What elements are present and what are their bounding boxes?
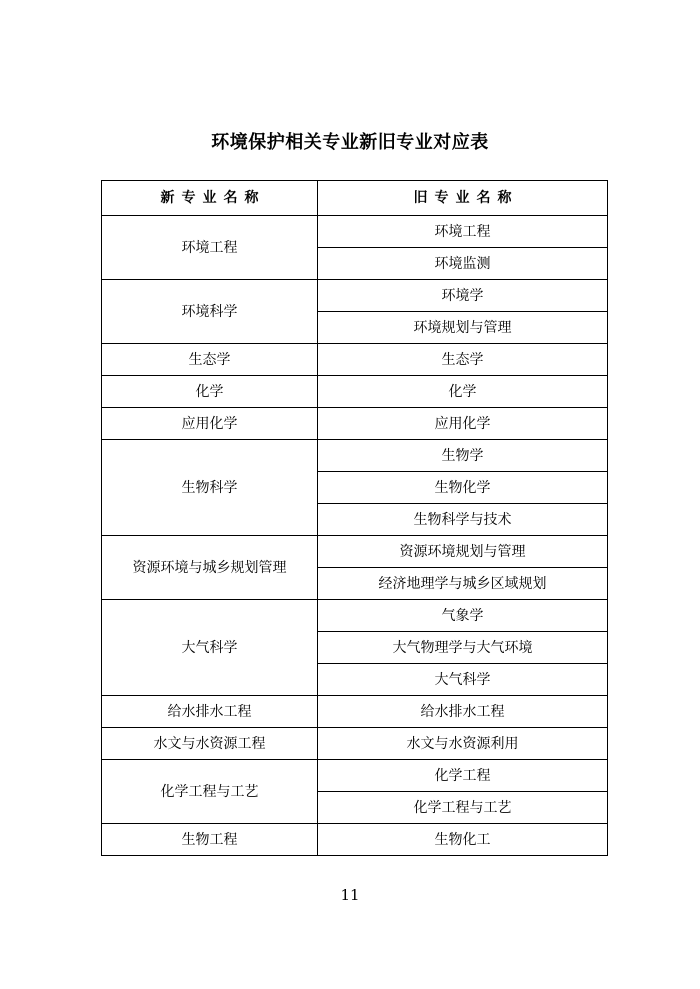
header-new-major: 新专业名称 (102, 181, 318, 216)
document-title: 环境保护相关专业新旧专业对应表 (211, 132, 489, 153)
old-major-cell: 水文与水资源利用 (318, 728, 608, 760)
table-row (102, 408, 608, 440)
header-old-major: 旧专业名称 (318, 181, 608, 216)
table-row (102, 696, 608, 728)
old-major-cell: 环境监测 (318, 248, 608, 280)
page-number: 11 (340, 886, 360, 904)
old-major-cell: 生物科学与技术 (318, 504, 608, 536)
old-major-cell: 应用化学 (318, 408, 608, 440)
old-major-cell: 环境规划与管理 (318, 312, 608, 344)
table-row (102, 440, 608, 472)
new-major-cell: 大气科学 (102, 600, 318, 696)
old-major-cell: 生物化工 (318, 824, 608, 856)
new-major-cell: 化学工程与工艺 (102, 760, 318, 824)
old-major-cell: 化学工程 (318, 760, 608, 792)
table-row (102, 216, 608, 248)
old-major-cell: 大气科学 (318, 664, 608, 696)
table-row (102, 536, 608, 568)
old-major-cell: 环境工程 (318, 216, 608, 248)
old-major-cell: 环境学 (318, 280, 608, 312)
old-major-cell: 化学工程与工艺 (318, 792, 608, 824)
major-mapping-table (101, 180, 608, 856)
old-major-cell: 大气物理学与大气环境 (318, 632, 608, 664)
new-major-cell: 环境科学 (102, 280, 318, 344)
old-major-cell: 生物学 (318, 440, 608, 472)
new-major-cell: 水文与水资源工程 (102, 728, 318, 760)
new-major-cell: 化学 (102, 376, 318, 408)
new-major-cell: 生态学 (102, 344, 318, 376)
new-major-cell: 生物科学 (102, 440, 318, 536)
old-major-cell: 化学 (318, 376, 608, 408)
new-major-cell: 给水排水工程 (102, 696, 318, 728)
table-row (102, 760, 608, 792)
new-major-cell: 环境工程 (102, 216, 318, 280)
old-major-cell: 资源环境规划与管理 (318, 536, 608, 568)
new-major-cell: 资源环境与城乡规划管理 (102, 536, 318, 600)
table-row (102, 376, 608, 408)
old-major-cell: 给水排水工程 (318, 696, 608, 728)
table-row (102, 824, 608, 856)
old-major-cell: 生物化学 (318, 472, 608, 504)
table-body (102, 216, 608, 856)
old-major-cell: 气象学 (318, 600, 608, 632)
table-header-row (102, 181, 608, 216)
table-row (102, 280, 608, 312)
table-row (102, 600, 608, 632)
old-major-cell: 生态学 (318, 344, 608, 376)
old-major-cell: 经济地理学与城乡区域规划 (318, 568, 608, 600)
table-row (102, 344, 608, 376)
table-row (102, 728, 608, 760)
new-major-cell: 应用化学 (102, 408, 318, 440)
new-major-cell: 生物工程 (102, 824, 318, 856)
